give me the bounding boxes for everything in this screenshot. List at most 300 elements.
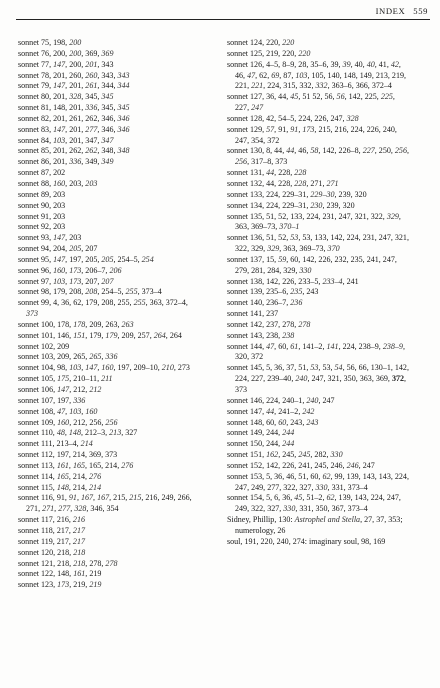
entry-text: sonnet 82, 201, 261, 262, 346, xyxy=(18,113,118,123)
entry-text: , 345, xyxy=(97,103,118,113)
page-ref: 165 xyxy=(56,471,69,481)
entry-text: soul, 191, 220, 240, 274: imaginary soul, 98, 169 xyxy=(227,536,386,546)
entry-text: , 99, 139, 143, 143, 224, 247, 249, 277, 322, 327, xyxy=(235,471,409,492)
page-ref: 160 xyxy=(53,178,66,188)
entry-text: , 46, xyxy=(235,59,401,80)
page-ref: 147 xyxy=(53,81,66,91)
page-ref: 246 xyxy=(346,460,359,470)
index-entry xyxy=(18,255,201,266)
entry-text: sonnet 153, 5, 36, 46, 51, 60, xyxy=(227,471,323,481)
page-ref: 48 xyxy=(56,428,65,438)
entry-text: sonnet 134, 224, 229–31, xyxy=(227,200,311,210)
entry-text: sonnet 130, 8, 44, xyxy=(227,146,287,156)
entry-text: sonnet 78, 201, 260, xyxy=(18,70,86,80)
entry-text: , 214, xyxy=(68,471,90,481)
page-ref: 240 xyxy=(295,374,308,384)
page-ref: 216 xyxy=(72,515,85,525)
index-entry xyxy=(18,537,201,548)
entry-text: , 105, 140, 148, 149, 213, 219, 221, xyxy=(235,70,407,91)
index-entry xyxy=(18,60,201,71)
page-ref: 179 xyxy=(105,330,118,340)
entry-text: sonnet 92, 203 xyxy=(18,222,66,232)
page-ref: 200 xyxy=(69,48,82,58)
page-ref: 329 xyxy=(267,244,280,254)
page-ref: 238–9 xyxy=(382,341,403,351)
entry-text: sonnet 125, 219, 220, xyxy=(227,48,299,58)
page-ref: 328 xyxy=(346,113,359,123)
entry-text: , 241 xyxy=(342,276,359,286)
page-ref: 242 xyxy=(302,406,315,416)
entry-text: , 201, 347, xyxy=(65,135,102,145)
entry-text: sonnet 133, 224, 229–31, xyxy=(227,189,311,199)
index-entry xyxy=(18,526,201,537)
page-ref: 62 xyxy=(322,471,331,481)
index-entry xyxy=(18,515,201,526)
index-entry xyxy=(227,38,410,49)
entry-text: , 254–5, xyxy=(97,287,126,297)
page-ref: 271 xyxy=(42,504,55,514)
entry-text: , 278, xyxy=(85,558,106,568)
page-ref: 247 xyxy=(251,103,264,113)
page-ref: 103 xyxy=(69,363,82,373)
index-entry xyxy=(18,136,201,147)
page-ref: Astrophel and Stella xyxy=(294,515,361,525)
index-entry xyxy=(227,342,410,364)
page-ref: 261 xyxy=(85,81,98,91)
page-ref: 228 xyxy=(294,178,307,188)
page-ref: 236 xyxy=(290,298,303,308)
page-ref: 214 xyxy=(80,439,93,449)
entry-text: , 165, 214, xyxy=(85,460,122,470)
page-ref: 244 xyxy=(282,439,295,449)
entry-text: , 41, xyxy=(374,59,391,69)
page-ref: 162 xyxy=(266,450,279,460)
index-entry xyxy=(18,179,201,190)
entry-text: , xyxy=(54,504,59,514)
page-ref: 151 xyxy=(73,330,86,340)
entry-text: sonnet 120, 218, xyxy=(18,547,74,557)
index-entry xyxy=(18,190,201,201)
page-ref: 220 xyxy=(298,48,311,58)
index-entry xyxy=(227,212,410,234)
entry-text: , 224, 238–9, xyxy=(338,341,383,351)
entry-text: , 51–2, xyxy=(302,493,327,503)
page-ref: 160 xyxy=(57,417,70,427)
entry-text: , 215, xyxy=(109,493,130,503)
page-ref: 160 xyxy=(53,265,66,275)
page-ref: 60 xyxy=(278,417,287,427)
page-ref: 233–4 xyxy=(322,276,343,286)
entry-text: , 201, xyxy=(65,124,86,134)
entry-text: sonnet 116, 91, xyxy=(18,493,69,503)
entry-text: , 331, 350, 367, 373–4 xyxy=(295,504,368,514)
page-ref: 47 xyxy=(57,406,66,416)
page-ref: 348 xyxy=(117,146,130,156)
page-ref: 243 xyxy=(306,417,319,427)
page-ref: 56 xyxy=(336,92,345,102)
entry-text: , xyxy=(65,265,70,275)
index-entry xyxy=(18,71,201,82)
page-ref: 178 xyxy=(73,319,86,329)
page-ref: 205 xyxy=(69,244,82,254)
page-ref: 329 xyxy=(386,211,399,221)
entry-text: sonnet 135, 51, 52, 133, 224, 231, 247, 321, 322, xyxy=(227,211,387,221)
entry-text: Sidney, Phillip, 130: xyxy=(227,515,295,525)
entry-text: sonnet 83, xyxy=(18,124,54,134)
page-ref: 213 xyxy=(109,428,122,438)
page-ref: 349 xyxy=(101,157,114,167)
entry-text: sonnet 139, 235–6, xyxy=(227,287,291,297)
entry-text: , 87, xyxy=(279,70,296,80)
entry-text: , 369, xyxy=(81,48,102,58)
entry-text: , 139, 143, 224, 247, 249, 322, 327, xyxy=(235,493,401,514)
page-ref: 265 xyxy=(89,352,102,362)
page-ref: 167 xyxy=(97,493,110,503)
page-ref: 147 xyxy=(53,124,66,134)
page-ref: 173 xyxy=(302,124,315,134)
entry-text: , 216, 249, 266, 271, xyxy=(26,493,192,514)
page-ref: 220 xyxy=(282,38,295,47)
running-header xyxy=(376,6,428,16)
entry-text: sonnet 140, 236–7, xyxy=(227,298,291,308)
page-ref: 235 xyxy=(290,287,303,297)
index-entry xyxy=(227,450,410,461)
entry-text: sonnet 131, xyxy=(227,168,267,178)
index-entry xyxy=(18,320,201,331)
entry-text: sonnet 152, 142, 226, 241, 245, 246, xyxy=(227,460,347,470)
entry-text: , 348, xyxy=(97,146,118,156)
page-ref: 210 xyxy=(161,363,174,373)
entry-text: sonnet 112, 197, 214, 369, 373 xyxy=(18,450,118,460)
page-ref: 148 xyxy=(68,428,81,438)
page-ref: 206 xyxy=(109,265,122,275)
page-ref: 230 xyxy=(310,200,323,210)
page-ref: 225 xyxy=(380,92,393,102)
index-entry xyxy=(227,49,410,60)
page-ref: 39 xyxy=(342,59,351,69)
entry-text: sonnet 124, 220, xyxy=(227,38,283,47)
entry-text: , 363–6, 366, 372–4 xyxy=(327,81,392,91)
page-ref: 372 xyxy=(391,374,405,384)
entry-text: sonnet 75, 198, xyxy=(18,38,70,47)
index-entry xyxy=(18,363,201,374)
entry-text: sonnet 77, xyxy=(18,59,54,69)
entry-text: sonnet 110, xyxy=(18,428,57,438)
index-entry xyxy=(227,146,410,168)
entry-text: sonnet 88, xyxy=(18,178,54,188)
entry-text: sonnet 123, xyxy=(18,580,58,590)
index-entry xyxy=(227,125,410,147)
index-entry xyxy=(18,212,201,223)
page-ref: 336 xyxy=(69,157,82,167)
entry-text: sonnet 111, 213–4, xyxy=(18,439,81,449)
entry-text: , 53, xyxy=(318,363,335,373)
page-ref: 42 xyxy=(390,59,399,69)
entry-text: , 212, 256, xyxy=(69,417,106,427)
page-ref: 238 xyxy=(282,330,295,340)
entry-text: , 346, xyxy=(97,124,118,134)
entry-text: sonnet 91, 203 xyxy=(18,211,66,221)
index-entry xyxy=(227,439,410,450)
page-ref: 336 xyxy=(85,103,98,113)
entry-text: , 201, xyxy=(65,81,86,91)
page-ref: 214 xyxy=(89,482,102,492)
page-ref: 278 xyxy=(105,558,118,568)
index-entry xyxy=(18,244,201,255)
page-ref: 175 xyxy=(57,374,70,384)
entry-text: sonnet 106, xyxy=(18,385,58,394)
page-ref: 53 xyxy=(310,363,319,373)
entry-text: , xyxy=(70,504,75,514)
entry-text: sonnet 132, 44, 228, xyxy=(227,178,295,188)
page-ref: 91 xyxy=(68,493,77,503)
page-ref: 263 xyxy=(121,319,134,329)
entry-text: , xyxy=(64,428,69,438)
entry-text: , 215, 216, 224, 226, 240, 247, 354, 372 xyxy=(235,124,397,145)
page-ref: 256 xyxy=(235,157,248,167)
entry-text: , 239, 320 xyxy=(322,200,355,210)
entry-text: sonnet 87, 202 xyxy=(18,168,66,178)
page-ref: 147 xyxy=(53,254,66,264)
entry-text: sonnet 101, 146, xyxy=(18,330,74,340)
entry-text: , 247 xyxy=(318,395,335,405)
page-ref: 69 xyxy=(271,70,280,80)
entry-text: , xyxy=(97,363,102,373)
page-ref: 336 xyxy=(105,352,118,362)
entry-text: , xyxy=(93,493,98,503)
page-ref: 141 xyxy=(326,341,339,351)
header-rule xyxy=(16,19,430,20)
index-entry xyxy=(227,233,410,255)
entry-text: sonnet 79, xyxy=(18,81,54,91)
page-ref: 44 xyxy=(266,168,275,178)
entry-text: , 373–4 xyxy=(137,287,162,297)
entry-text: , 60, 142, 226, 232, 235, 241, 247, 279, 281, 284, 329, xyxy=(235,254,397,275)
page-ref: 278 xyxy=(298,319,311,329)
entry-text: sonnet 104, 98, xyxy=(18,363,70,373)
entry-text: , 327 xyxy=(121,428,138,438)
page-ref: 264 xyxy=(153,330,166,340)
index-entry xyxy=(18,38,201,49)
entry-text: sonnet 122, 148, xyxy=(18,569,74,579)
entry-text: sonnet 115, xyxy=(18,482,57,492)
entry-text: , 227, xyxy=(235,92,395,113)
entry-text: sonnet 86, 201, xyxy=(18,157,70,167)
page-ref: 147 xyxy=(85,363,98,373)
index-entry xyxy=(18,342,201,353)
entry-text: , 53, 133, 142, 224, 231, 247, 321, 322, 329, xyxy=(235,233,409,254)
entry-text: , 212–3, xyxy=(80,428,110,438)
index-entry xyxy=(227,190,410,201)
index-entry xyxy=(18,428,201,439)
page-ref: 45 xyxy=(294,493,303,503)
index-entry xyxy=(18,266,201,277)
index-entry xyxy=(227,255,410,277)
page-ref: 205 xyxy=(101,254,114,264)
page-ref: 245 xyxy=(298,450,311,460)
entry-text: sonnet 94, 204, xyxy=(18,244,70,254)
entry-text: sonnet 138, 142, 226, 233–5, xyxy=(227,276,323,286)
page-ref: 276 xyxy=(121,460,134,470)
entry-text: , 209, 263, xyxy=(85,319,122,329)
page-number: 559 xyxy=(413,6,428,16)
entry-text: , 197, 209–10, xyxy=(113,363,162,373)
page-ref: 201 xyxy=(85,59,98,69)
page-ref: 165 xyxy=(72,460,86,470)
page-ref: 336 xyxy=(73,395,86,405)
entry-text: sonnet 89, 203 xyxy=(18,189,66,199)
index-entry xyxy=(227,320,410,331)
entry-text: sonnet 103, 209, 265, xyxy=(18,352,90,362)
index-entry xyxy=(18,92,201,103)
entry-text: , 141–2, xyxy=(298,341,327,351)
page-ref: 221 xyxy=(251,81,264,91)
page-ref: 255 xyxy=(133,298,146,308)
page-ref: 277 xyxy=(58,504,71,514)
page-ref: 62 xyxy=(326,493,335,503)
entry-text: sonnet 102, 209 xyxy=(18,341,70,351)
index-entry xyxy=(227,515,410,537)
page-ref: 218 xyxy=(73,558,86,568)
entry-text: , 40, xyxy=(350,59,367,69)
entry-text: sonnet 150, 244, xyxy=(227,439,283,449)
entry-text: , 344, xyxy=(97,81,118,91)
entry-text: sonnet 147, xyxy=(227,406,267,416)
entry-text: sonnet 149, 244, xyxy=(227,428,283,438)
page-ref: 255 xyxy=(125,287,138,297)
page-ref: 44 xyxy=(286,146,295,156)
page-ref: 260 xyxy=(85,70,98,80)
entry-text: sonnet 93, xyxy=(18,233,54,243)
index-entry xyxy=(227,201,410,212)
page-ref: 161 xyxy=(73,569,86,579)
page-ref: 345 xyxy=(117,103,130,113)
page-ref: 57 xyxy=(266,124,275,134)
page-ref: 103 xyxy=(69,406,82,416)
entry-text: , 373 xyxy=(235,374,407,394)
page-ref: 160 xyxy=(101,363,114,373)
index-entry xyxy=(18,168,201,179)
page-ref: 148 xyxy=(56,482,69,492)
page-ref: 59 xyxy=(278,254,287,264)
page-ref: 161 xyxy=(56,460,69,470)
index-entry xyxy=(18,374,201,385)
page-ref: 207 xyxy=(101,276,114,286)
page-ref: 147 xyxy=(57,385,70,394)
entry-text: sonnet 84, xyxy=(18,135,54,145)
page-ref: 103 xyxy=(295,70,308,80)
entry-text: sonnet 107, 197, xyxy=(18,395,74,405)
index-entry xyxy=(227,418,410,429)
entry-text: sonnet 90, 203 xyxy=(18,200,66,210)
entry-text: , 363, 369–73, xyxy=(235,211,401,232)
index-entry xyxy=(227,493,410,515)
entry-text: , 243 xyxy=(302,287,319,297)
entry-text: sonnet 95, xyxy=(18,254,54,264)
entry-text: , 209, 257, xyxy=(117,330,154,340)
entry-text: sonnet 105, xyxy=(18,374,58,384)
page-ref: 229–30 xyxy=(310,189,335,199)
entry-text: , 243, xyxy=(286,417,307,427)
index-entry xyxy=(227,461,410,472)
entry-text: , 60, xyxy=(274,341,291,351)
index-column-left xyxy=(18,38,201,591)
entry-text: , xyxy=(65,276,70,286)
index-entry xyxy=(18,559,201,570)
page-ref: 328 xyxy=(69,92,82,102)
page-ref: 330 xyxy=(315,482,328,492)
page-ref: 370–1 xyxy=(279,222,300,232)
entry-text: , 264 xyxy=(165,330,182,340)
entry-text: , 346, 354 xyxy=(86,504,119,514)
entry-text: , 91, xyxy=(274,124,291,134)
entry-text: , 27, 37, 353; numerology, 26 xyxy=(235,515,403,535)
entry-text: , 363, 369–73, xyxy=(279,244,328,254)
entry-text: , 224, 315, 332, xyxy=(263,81,316,91)
entry-text: , 206–7, xyxy=(81,265,110,275)
page-ref: 217 xyxy=(72,536,85,546)
page-ref: 160 xyxy=(85,406,98,416)
index-entry xyxy=(227,287,410,298)
entry-text: , 207 xyxy=(81,244,98,254)
entry-text: sonnet 154, 5, 6, 36, xyxy=(227,493,295,503)
index-entry xyxy=(18,418,201,429)
index-entry xyxy=(18,385,201,396)
page-ref: 40 xyxy=(366,59,375,69)
index-entry xyxy=(227,407,410,418)
entry-text: , 51 52, 56, xyxy=(298,92,337,102)
page-ref: 276 xyxy=(89,471,102,481)
page-ref: 370 xyxy=(327,244,340,254)
entry-text: sonnet 137, 15, xyxy=(227,254,279,264)
page-ref: 254 xyxy=(141,254,154,264)
entry-text: , xyxy=(76,493,81,503)
index-entry xyxy=(18,157,201,168)
entry-text: sonnet 144, xyxy=(227,341,267,351)
entry-text: , 331, 373–4 xyxy=(327,482,368,492)
entry-text: sonnet 148, 60, xyxy=(227,417,279,427)
page-ref: 218 xyxy=(73,547,86,557)
entry-text: sonnet 81, 148, 201, xyxy=(18,103,86,113)
page-ref: 47 xyxy=(247,70,256,80)
page-ref: 369 xyxy=(101,48,114,58)
page-ref: 173 xyxy=(57,580,70,590)
index-entry xyxy=(18,233,201,244)
index-entry xyxy=(18,114,201,125)
entry-text: , 245, xyxy=(278,450,299,460)
index-entry xyxy=(18,298,201,320)
index-entry xyxy=(18,483,201,494)
index-entry xyxy=(18,407,201,418)
page-ref: 54 xyxy=(334,363,343,373)
index-entry xyxy=(18,222,201,233)
entry-text: , 207, xyxy=(81,276,102,286)
entry-text: , 179, xyxy=(85,330,106,340)
index-entry xyxy=(18,439,201,450)
entry-text: , 219 xyxy=(85,569,102,579)
entry-text: sonnet 142, 237, 278, xyxy=(227,319,299,329)
index-entry xyxy=(18,103,201,114)
entry-text: , 363, 372–4, xyxy=(145,298,188,308)
index-entry xyxy=(18,49,201,60)
page-ref: 173 xyxy=(69,265,82,275)
page-ref: 203 xyxy=(85,178,98,188)
entry-text: sonnet 113, xyxy=(18,460,57,470)
entry-text: sonnet 146, 224, 240–1, xyxy=(227,395,307,405)
index-columns xyxy=(18,38,428,591)
entry-text: , 214, xyxy=(68,482,90,492)
index-entry xyxy=(227,60,410,93)
